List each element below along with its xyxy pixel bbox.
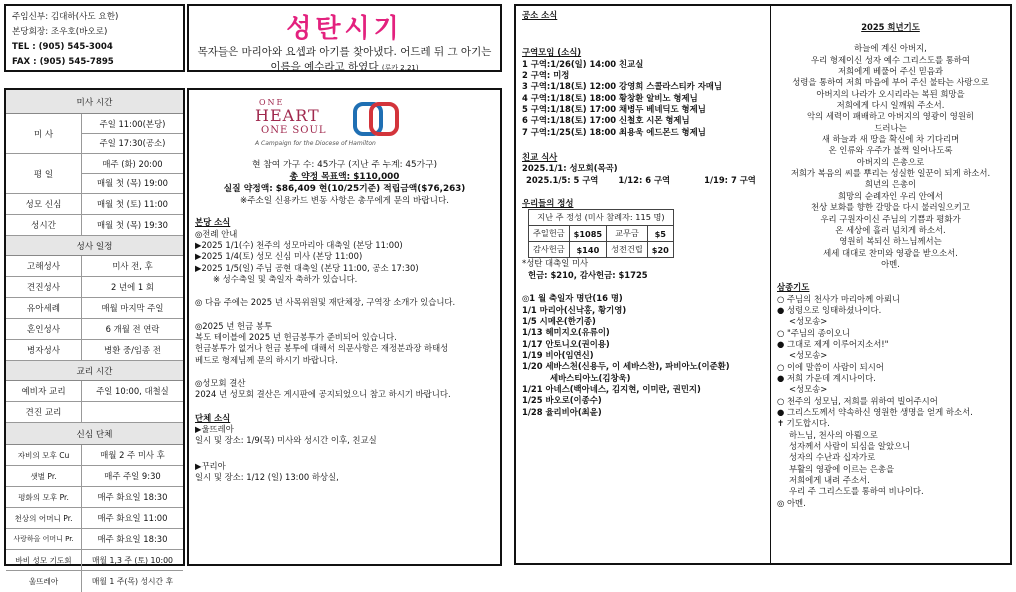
catechism-value: 주일 10:00, 대철실 [96,386,169,396]
district-item: 4 구역:1/18(토) 18:00 황창환 알비노 형제님 [522,92,698,103]
offering-title: 우리들의 정성 [522,198,574,209]
angelus-line: 성자의 수난과 십자가로 [789,452,876,463]
prayer-line: 희망의 순례자인 우리 안에서 [837,190,944,201]
group-value: 매월 1,3 주 (토) 10:00 [92,555,173,565]
sacrament-value: 미사 전, 후 [112,261,153,271]
offering-row [529,226,674,242]
intro-notice: ◎ 다음 주에는 2025 년 사목위원및 재단체장, 구역장 소개가 있습니다. [195,297,456,308]
marian-row [6,194,183,215]
sacrament-value: 병환 중/임종 전 [104,345,161,355]
mass-value: 주일 11:00(본당) [82,115,183,134]
marian-label: 성모 신심 [6,194,82,214]
prayer-line: 아버지의 은총으로 [856,156,925,167]
sacrament-row [6,340,183,361]
angelus-line: <성모송> [789,316,828,327]
offering-cell: 성전건립 [607,242,648,258]
feast-item: 1/5 시메온(한기종) [522,315,596,326]
prayer-line: 온 세상에 흘러 넘치게 하소서. [835,224,946,235]
prayer-line: 아멘. [881,258,900,269]
group-label: 평화의 모후 Pr. [6,487,82,507]
cross-heart-logo-icon [341,102,411,138]
offering-table [528,209,674,258]
weekday-label: 평 일 [6,154,82,193]
group-news-text: 일시 및 장소: 1/12 (일) 13:00 하상실, [195,472,339,483]
group-row [6,508,183,529]
target-text: 총 약정 목표액: $110,000 [289,171,400,182]
angelus-line: ● 성령으로 잉태하셨나이다. [777,304,882,315]
catechism-label: 견진 교리 [6,402,82,422]
prayer-line: 악의 세력이 패배하고 아버지의 영광이 영원히 [806,111,975,122]
prayer-line: 희년의 은총이 [864,179,917,190]
feast-item: 1/21 아네스(백아네스, 김지현, 이미란, 권민지) [522,383,701,394]
district-title: 구역모임 (소식) [522,47,582,58]
angelus-line: ◎ 아멘. [777,497,806,508]
offering-cell: $20 [647,242,673,258]
angelus-line: ● 그대로 제게 이루어지소서!" [777,338,889,349]
fellowship-line: 2025.1/1: 성모회(목곡) [522,163,618,174]
campaign-logo [255,94,494,156]
prayer-line: 새 하늘과 새 땅을 확신에 차 기다리며 [821,134,960,145]
campaign-note: ※주소일 신용카드 변동 사항은 총무에게 문의 바랍니다. [240,195,449,206]
pledged-text: 실질 약정액: $86,409 현(10/25기준) 적립금액($76,263) [223,183,466,194]
mass-value: 주일 17:30(공소) [99,138,166,148]
president-text: 본당회장: 조우호(바오로) [12,27,108,37]
group-value: 매주 화요일 18:30 [97,534,168,544]
liturgy-title: ◎전례 안내 [195,228,238,239]
offering-note: *성탄 대축일 미사 [522,258,589,269]
catechism-value [82,402,183,422]
group-news-name: ▶울뜨레아 [195,424,234,435]
sacrament-row [6,298,183,319]
sacrament-header: 성사 일정 [6,236,183,256]
group-news-title: 단체 소식 [195,412,231,423]
schedule-table [4,88,185,586]
angelus-line: ○ 천주의 성모님, 저희를 위하여 빌어주시어 [777,395,938,406]
district-item: 7 구역:1/25(토) 18:00 최용욱 에드몬드 형제님 [522,126,706,137]
feast-item: 1/17 안토니오(권이용) [522,338,610,349]
households-text: 현 참여 가구 수: 45가구 (지난 주 누계: 45가구) [251,160,438,170]
group-row [6,571,183,592]
angelus-line: ✝ 기도합시다. [777,418,830,429]
weekday-value: 매주 (화) 20:00 [82,155,183,174]
offering-cell: $140 [569,242,606,258]
quote-reference: (루카 2,21) [381,64,419,72]
news-column [187,88,502,566]
prayer-line: 우리 형제이신 성자 예수 그리스도를 통하여 [811,54,970,65]
angelus-body [777,294,1004,510]
group-label: 바비 성모 기도회 [6,550,82,570]
catechism-row [6,402,183,423]
groups-header: 신심 단체 [6,423,183,445]
offering-cell: $1085 [569,226,606,242]
prayer-line: 영원히 복되신 하느님께서는 [839,236,942,247]
group-row [6,445,183,466]
catechism-header: 교리 시간 [6,361,183,381]
feast-item: 1/20 세바스천(신용두, 이 세바스찬), 파비아노(이준환) [522,361,730,372]
angelus-line: 저희에게 내려 주소서. [789,475,870,486]
settlement-text: 2024 년 성모회 결산은 게시판에 공지되었으니 참고 하시기 바랍니다. [195,389,451,400]
offering-caption: 지난 주 정성 (미사 참례자: 115 명) [529,210,674,226]
angelus-title: 삼종기도 [777,282,810,293]
catechism-label: 예비자 교리 [6,381,82,401]
group-row [6,550,183,571]
group-value: 매주 주일 9:30 [104,471,161,481]
logo-subtitle: A Campaign for the Diocese of Hamilton [255,140,376,147]
prayer-line: 세세 대대로 찬미와 영광을 받으소서. [823,247,958,258]
feast-item: 1/28 율리비아(최윤) [522,406,602,417]
feast-item: 1/25 바오로(이종수) [522,395,602,406]
offering-cell: $5 [647,226,673,242]
envelope-line: 복도 테이블에 2025 년 헌금봉투가 준비되어 있습니다. [195,331,397,342]
right-right-column [771,6,1010,563]
liturgy-item: ※ 성수축일 및 축일자 축하가 있습니다. [213,273,358,284]
prayer-line: 저희에게 다시 일깨워 주소서. [836,100,945,111]
fax-text: FAX : (905) 545-7895 [12,57,114,67]
prayer-line: 성령을 통하여 저희 마음에 부어 주신 불타는 사랑으로 [792,77,989,88]
fellowship-line: 1/19: 7 구역 [704,174,756,185]
holy-hour-label: 성시간 [6,215,82,235]
feast-title: ◎1 월 축일자 명단(16 명) [522,293,623,304]
settlement-title: ◎성모회 결산 [195,378,246,388]
angelus-line: <성모송> [789,350,828,361]
angelus-line: ● 저희 가운데 계시나이다. [777,372,876,383]
envelope-title: ◎2025 년 헌금 봉투 [195,320,273,331]
group-row [6,487,183,508]
district-item: 5 구역:1/18(토) 17:00 채병두 베네딕도 형제님 [522,104,706,115]
group-value: 매월 2 주 미사 후 [100,450,165,460]
prayer-line: 아버지의 나라가 오시리라는 복된 희망을 [816,88,965,99]
group-label: 자비의 모후 Cu [6,445,82,465]
envelope-line: 헌금봉투가 없거나 헌금 봉투에 대해서 의문사항은 재정분과장 하태성 [195,343,449,354]
logo-text-top: ONE [259,98,285,107]
feast-item: 1/1 마리아(신낙홍, 황기영) [522,304,627,315]
holy-hour-row [6,215,183,236]
prayer-line: 저희가 복음의 씨를 뿌리는 성실한 일꾼이 되게 하소서. [790,168,991,179]
tel-text: TEL : (905) 545-3004 [12,42,113,52]
catechism-row [6,381,183,402]
angelus-line: 하느님, 천사의 아룀으로 [789,429,878,440]
sacrament-label: 견진성사 [6,277,82,297]
sacrament-label: 유아세례 [6,298,82,318]
right-left-column [516,6,771,563]
logo-text-bottom: ONE SOUL [261,125,327,136]
liturgy-item: ▶2025 1/1(수) 천주의 성모마리아 대축일 (본당 11:00) [195,239,403,250]
prayer-line: 드러나는 [874,122,907,133]
sacrament-row [6,256,183,277]
parish-news-title: 본당 소식 [195,217,231,228]
group-label: 울뜨레아 [6,571,82,592]
angelus-line: 성자께서 사람이 되심을 알았으니 [789,441,911,452]
feast-item: 세바스티아노(김창욱) [550,372,631,383]
sacrament-label: 고해성사 [6,256,82,276]
title-box [187,4,502,72]
page-title: 성탄시기 [286,14,403,44]
jubilee-prayer-body [777,43,1004,270]
offering-note: 헌금: $210, 감사헌금: $1725 [528,269,648,280]
parish-info-box [4,4,185,72]
angelus-line: ● 그리스도께서 약속하신 영원한 생명을 얻게 하소서. [777,407,973,417]
fellowship-line: 2025.1/5: 5 구역 [526,174,599,185]
angelus-line: 부활의 영광에 이르는 은총을 [789,463,895,474]
sacrament-value: 매월 마지막 주일 [101,303,164,313]
sacrament-label: 혼인성사 [6,319,82,339]
liturgy-item: ▶2025 1/4(토) 성모 신심 미사 (본당 11:00) [195,251,363,262]
angelus-line: <성모송> [789,384,828,395]
group-row [6,466,183,487]
marian-value: 매월 첫 (토) 11:00 [96,199,169,209]
group-news-name: ▶꾸리아 [195,460,226,471]
group-row [6,529,183,550]
liturgy-item: ▶2025 1/5(일) 주님 공현 대축일 (본당 11:00, 공소 17:30) [195,262,419,273]
offering-cell: 교무금 [607,226,648,242]
pastor-text: 주임신부: 김대하(사도 요한) [12,12,119,22]
right-page [514,4,1012,565]
district-item: 1 구역:1/26(일) 14:00 친교실 [522,58,644,69]
sacrament-row [6,319,183,340]
jubilee-prayer-title: 2025 희년기도 [861,22,920,32]
group-label: 샛별 Pr. [6,466,82,486]
feast-item: 1/13 헤미지오(유류이) [522,327,610,338]
prayer-line: 저희에게 베풀어 주신 믿음과 [837,66,944,77]
district-item: 2 구역: 미정 [522,70,570,81]
group-value: 매주 화요일 18:30 [97,492,168,502]
angelus-line: ○ "주님의 종이오니 [777,327,851,338]
group-value: 매월 1 주(목) 성시간 후 [91,577,174,586]
weekday-value: 매월 첫 (목) 19:00 [96,178,169,188]
angelus-line: ○ 이에 말씀이 사람이 되시어 [777,361,884,372]
group-label: 천상의 어머니 Pr. [6,508,82,528]
scripture-quote [189,45,500,76]
angelus-line: ○ 주님의 천사가 마리아께 아뢰니 [777,293,901,304]
sacrament-value: 6 개월 전 연락 [105,324,160,334]
logo-text-mid: HEART [255,106,320,125]
group-value: 매주 화요일 11:00 [97,513,168,523]
feast-item: 1/19 비아(임연신) [522,349,594,360]
offering-row [529,242,674,258]
fellowship-row [522,175,764,186]
group-label: 사랑하올 어머니 Pr. [6,529,82,549]
angelus-line: 우리 주 그리스도를 통하여 비나이다. [789,486,924,497]
prayer-line: 온 인류와 우주가 불쩍 일어나도록 [828,145,953,156]
holy-hour-value: 매월 첫 (목) 19:30 [96,220,169,230]
mission-title: 공소 소식 [522,10,558,20]
offering-cell: 감사헌금 [529,242,570,258]
sacrament-value: 2 년에 1 회 [111,282,154,292]
mass-label: 미 사 [6,114,82,153]
group-news-text: 일시 및 장소: 1/9(목) 미사와 성시간 이후, 친교실 [195,435,377,446]
prayer-line: 우리 구원자이신 주님의 기쁨과 평화가 [820,213,961,224]
prayer-line: 하늘에 계신 아버지, [854,43,927,54]
envelope-line: 베드로 형제님께 문의 하시기 바랍니다. [195,354,338,365]
district-item: 3 구역:1/18(토) 12:00 강영희 스콜라스티카 자매님 [522,81,722,92]
fellowship-line: 1/12: 6 구역 [618,174,671,185]
sacrament-row [6,277,183,298]
weekday-mass-row [6,154,183,194]
sacrament-label: 병자성사 [6,340,82,360]
quote-text: 목자들은 마리아와 요셉과 아기를 찾아냈다. 어드레 뒤 그 아기는 이름을 예수라고 하였다 [197,46,492,73]
prayer-line: 천상 보화를 향한 갈망을 다시 불러일으키고 [811,202,970,213]
mass-header: 미사 시간 [6,90,183,114]
fellowship-title: 친교 식사 [522,152,558,163]
offering-cell: 주일헌금 [529,226,570,242]
mass-row [6,114,183,154]
district-item: 6 구역:1/18(토) 17:00 신철호 시몬 형제님 [522,115,690,126]
